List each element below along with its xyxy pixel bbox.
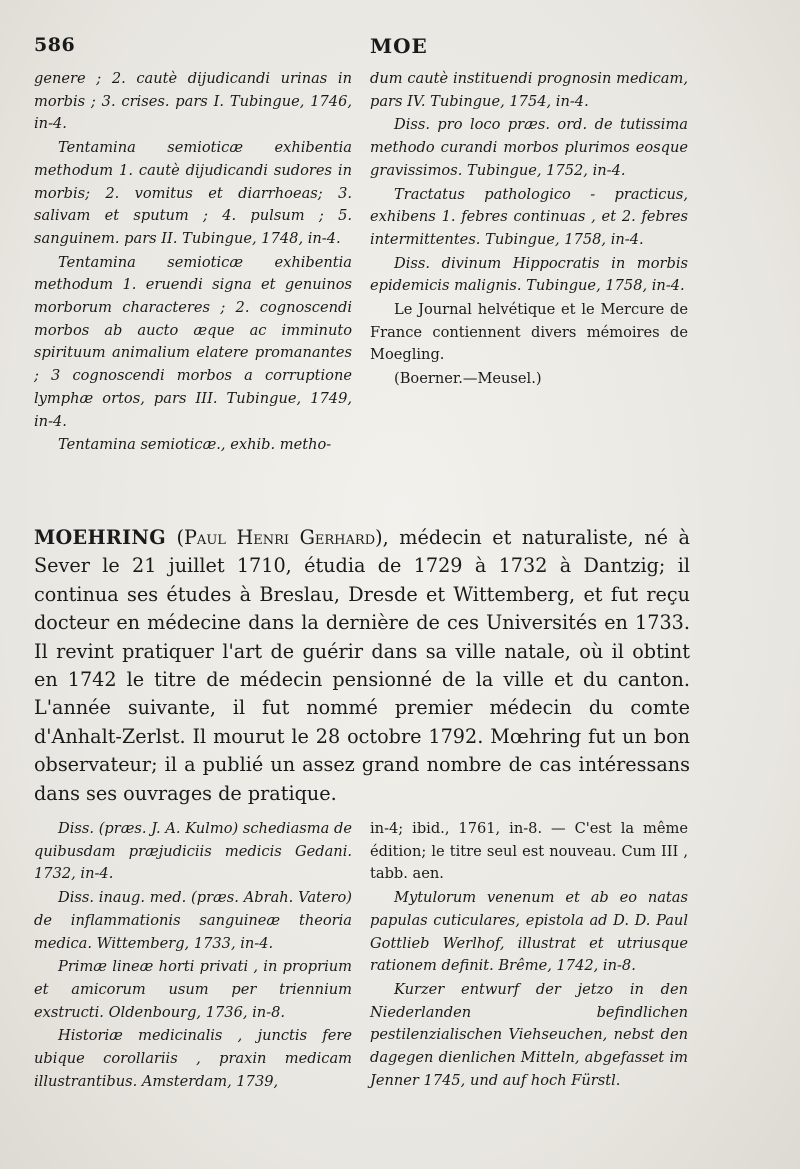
left-column-bottom (34, 818, 352, 1093)
right-column-bottom (370, 818, 688, 1092)
running-head-word: MOE (370, 34, 428, 58)
running-head (30, 34, 760, 64)
bibliography-entry: Historiæ medicinalis , junctis fere ubique corollariis , praxin medicam illustrantibus. Amsterdam, 1739, (34, 1027, 352, 1090)
biography-entry (34, 524, 690, 808)
bibliography-entry: Diss. divinum Hippocratis in morbis epidemicis malignis. Tubingue, 1758, in-4. (370, 254, 688, 295)
bibliography-entry: Diss. pro loco præs. ord. de tutissima methodo curandi morbos plurimos eosque gravissimos. Tubingue, 1752, in-4. (370, 116, 688, 179)
entry-name: MOEHRING (34, 526, 166, 549)
bibliography-entry: Diss. inaug. med. (præs. Abrah. Vatero) de inflammationis sanguineæ theoria medica. Wittemberg, 1733, in-4. (34, 889, 352, 952)
bibliography-entry: Primæ lineæ horti privati , in proprium et amicorum usum per triennium exstructi. Oldenbourg, 1736, in-8. (34, 958, 352, 1021)
bibliography-entry: Mytulorum venenum et ab eo natas papulas cuticulares, epistola ad D. D. Paul Gottlieb Werlhof, illustrat et utriusque rationem definit. Brême, 1742, in-8. (370, 889, 688, 975)
bibliography-entry: dum cautè instituendi prognosin medicam, pars IV. Tubingue, 1754, in-4. (370, 70, 688, 110)
bibliography-entry: Tractatus pathologico - practicus, exhibens 1. febres continuas , et 2. febres intermittentes. Tubingue, 1758, in-4. (370, 185, 688, 248)
bibliography-entry: genere ; 2. cautè dijudicandi urinas in morbis ; 3. crises. pars I. Tubingue, 1746, in-4. (34, 70, 352, 133)
left-column-top (34, 68, 352, 457)
bibliography-entry: Tentamina semioticæ exhibentia methodum 1. cautè dijudicandi sudores in morbis; 2. vomitus et diarrhoeas; 3. salivam et sputum ; 4. pulsum ; 5. sanguinem. pars II. Tubingue, 1748, in-4. (34, 139, 352, 247)
source-authors: (Boerner.—Meusel.) (394, 370, 542, 388)
bibliography-entry: Diss. (præs. J. A. Kulmo) schediasma de quibusdam præjudiciis medicis Gedani. 1732, in-4. (34, 820, 352, 883)
bibliography-entry: Kurzer entwurf der jetzo in den Niederlanden befindlichen pestilenzialischen Viehseuchen, nebst den dagegen dienlichen Mitteln, abgefasset im Jenner 1745, und auf hoch Fürstl. (370, 980, 688, 1089)
bibliography-entry: Tentamina semioticæ exhibentia methodum 1. eruendi signa et genuinos morborum characteres ; 2. cognoscendi morbos ab aucto æque ac imminuto spirituum animalium elatere promanantes ; 3 cognoscendi morbos a corruptione lymphæ ortos, pars III. Tubingue, 1749, in-4. (34, 253, 352, 430)
page-number: 586 (34, 34, 76, 56)
right-column-top (370, 68, 688, 391)
bibliography-entry: in-4; ibid., 1761, in-8. — C'est la même édition; le titre seul est nouveau. Cum III , tabb. aen. (370, 820, 688, 883)
bibliography-entry: Tentamina semioticæ., exhib. metho- (58, 436, 332, 454)
bibliography-note: Le Journal helvétique et le Mercure de France contiennent divers mémoires de Moegling. (370, 301, 688, 364)
entry-text: , médecin et naturaliste, né à Sever le 21 juillet 1710, étudia de 1729 à 1732 à Dantzig; il continua ses études à Breslau, Dresde et Wittemberg, et fut reçu docteur en médecine dans la dernière de ces Universités en 1733. Il revint pratiquer l'art de guérir dans sa ville natale, où il obtint en 1742 le titre de médecin pensionné de la ville et du canton. L'année suivante, il fut nommé premier médecin du comte d'Anhalt-Zerlst. Il mourut le 28 octobre 1792. Mœhring fut un bon observateur; il a publié un assez grand nombre de cas intéressans dans ses ouvrages de pratique. (34, 526, 690, 805)
entry-forenames: (Paul Henri Gerhard) (176, 526, 383, 549)
